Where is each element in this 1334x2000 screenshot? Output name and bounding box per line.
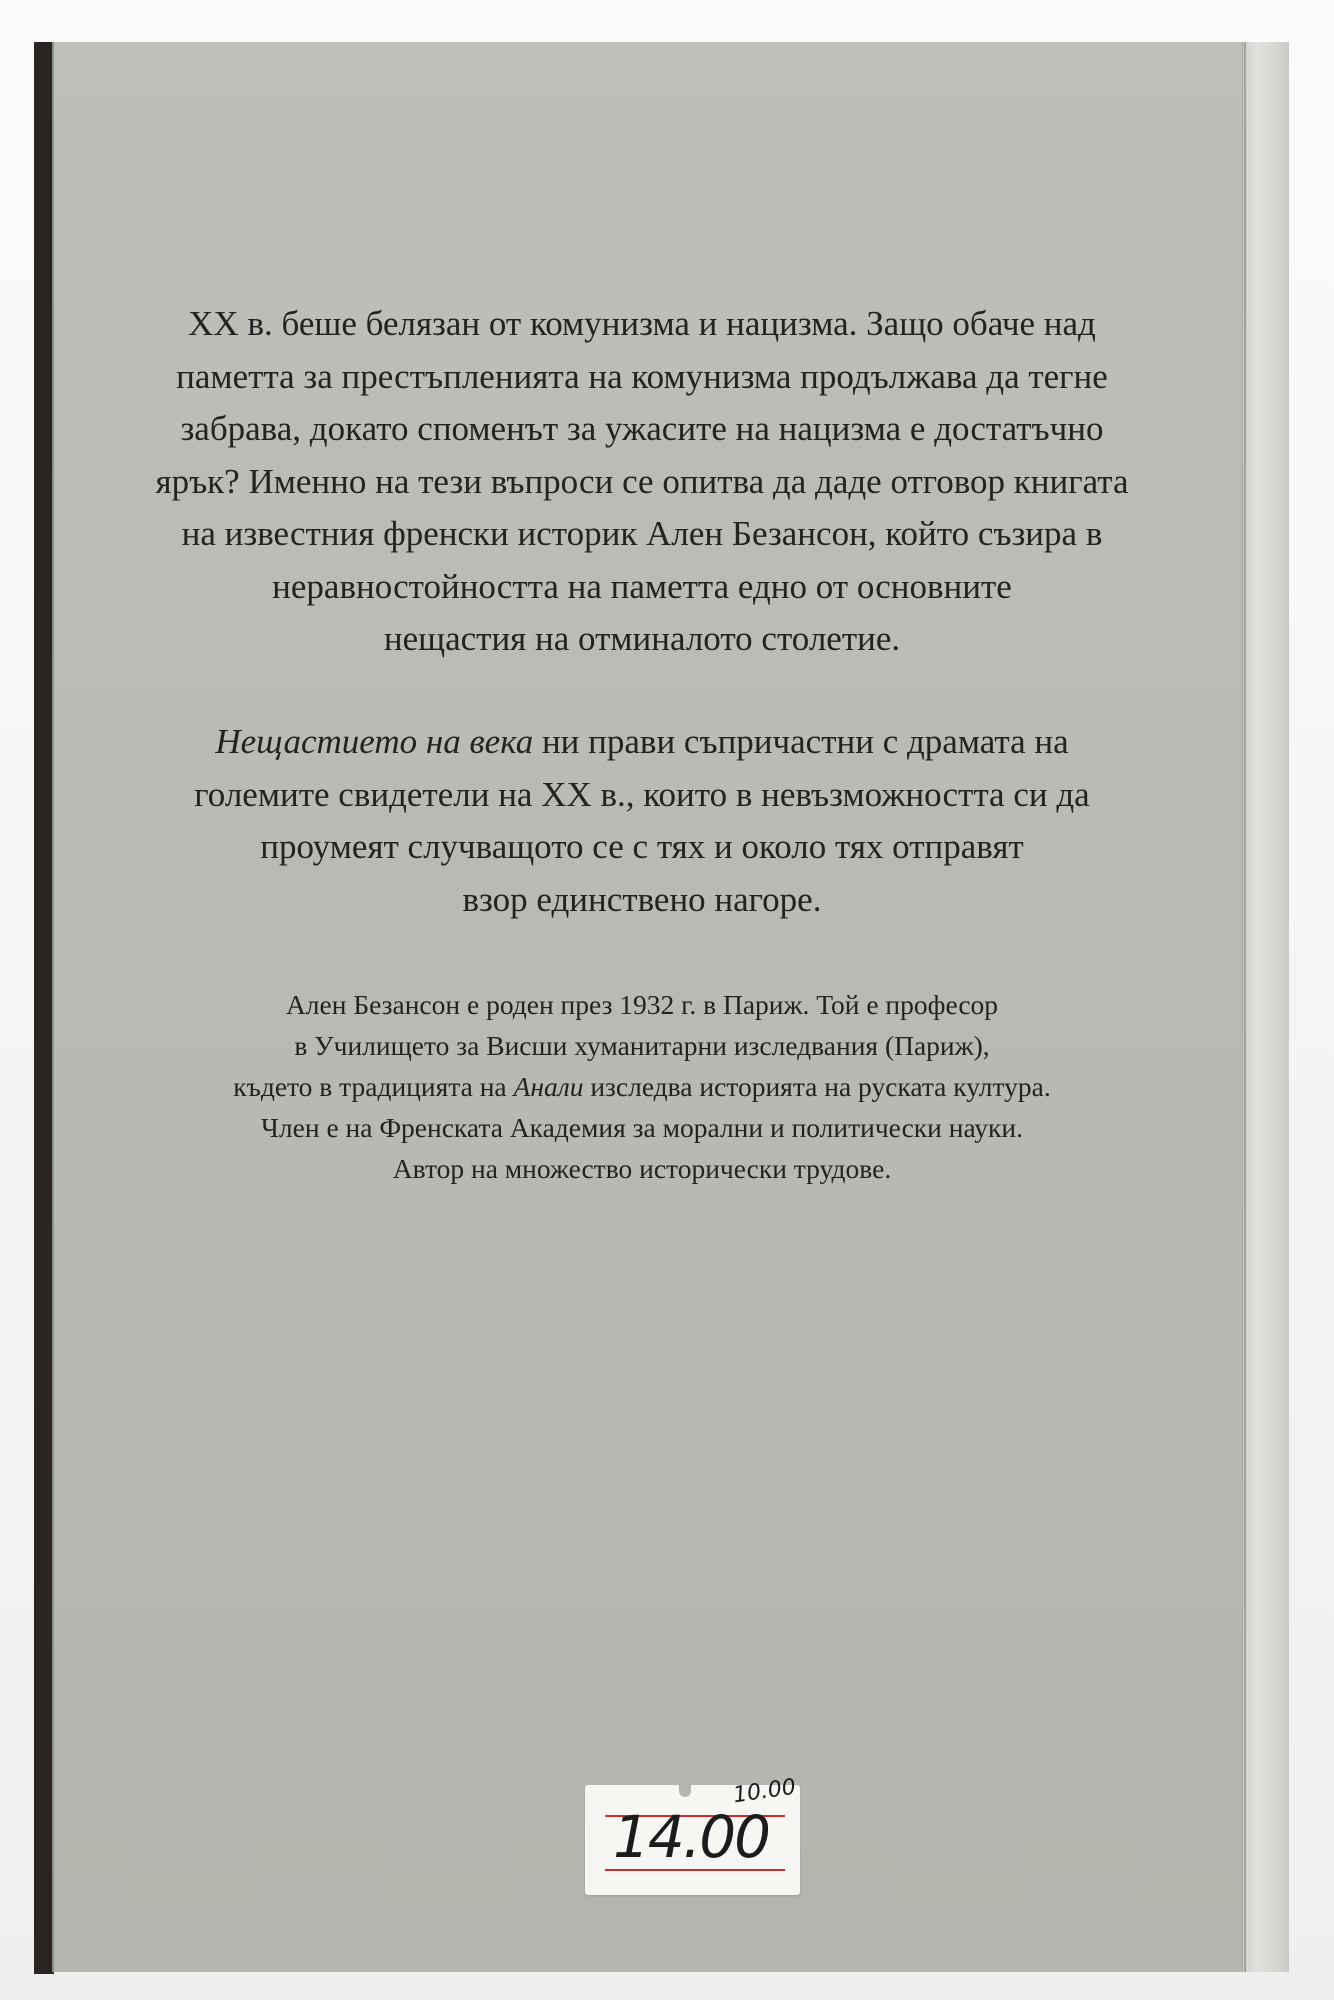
blurb-line: ярък? Именно на тези въпроси се опитва да даде отговор книгата [155,461,1129,501]
blurb-line-with-title [112,716,1172,769]
bio-line: Автор на множество исторически трудове. [392,1153,892,1184]
price-handwritten-small: 10.00 [731,1774,798,1809]
blurb-line: на известния френски историк Ален Безансон, който съзира в [181,514,1103,553]
bio-line: в Училището за Висши хуманитарни изследвания (Париж), [294,1030,990,1061]
bio-text: където в традицията на [233,1071,514,1102]
author-bio [112,984,1172,1189]
price-handwritten: 14.00 [613,1803,770,1871]
blurb-paragraph-2 [112,716,1172,926]
blurb-line: XX в. беше белязан от комунизма и нацизма. Защо обаче над [188,304,1096,343]
blurb-line: неравностойността на паметта едно от основните [272,566,1012,606]
bio-line [112,1066,1172,1107]
sticker-notch [679,1785,691,1797]
book-spine-edge [34,42,54,1974]
book-title-italic: Нещастието на века [215,722,534,761]
bio-line: Ален Безансон е роден през 1932 г. в Париж. Той е професор [285,989,999,1020]
cover-fold-strip [1242,42,1289,1972]
blurb-line: нещастия на отминалото столетие. [383,619,901,658]
bio-line: Член е на Френската Академия за морални и политически науки. [261,1112,1023,1143]
blurb-line: паметта за престъпленията на комунизма продължава да тегне [176,356,1108,396]
blurb-line: взор единствено нагоре. [462,879,822,919]
bio-text: изследва историята на руската култура. [583,1071,1051,1102]
blurb-line-rest: ни прави съпричастни с драмата на [533,722,1069,761]
fold-line [1244,42,1246,1972]
annales-italic: Анали [513,1071,584,1102]
blurb-line: забрава, докато споменът за ужасите на нацизма е достатъчно [180,409,1104,448]
blurb-line: проумеят случващото се с тях и около тях отправят [260,827,1024,866]
blurb-paragraph-1 [112,298,1172,666]
price-sticker [585,1774,800,1895]
blurb-line: големите свидетели на XX в., които в невъзможността си да [194,774,1090,814]
